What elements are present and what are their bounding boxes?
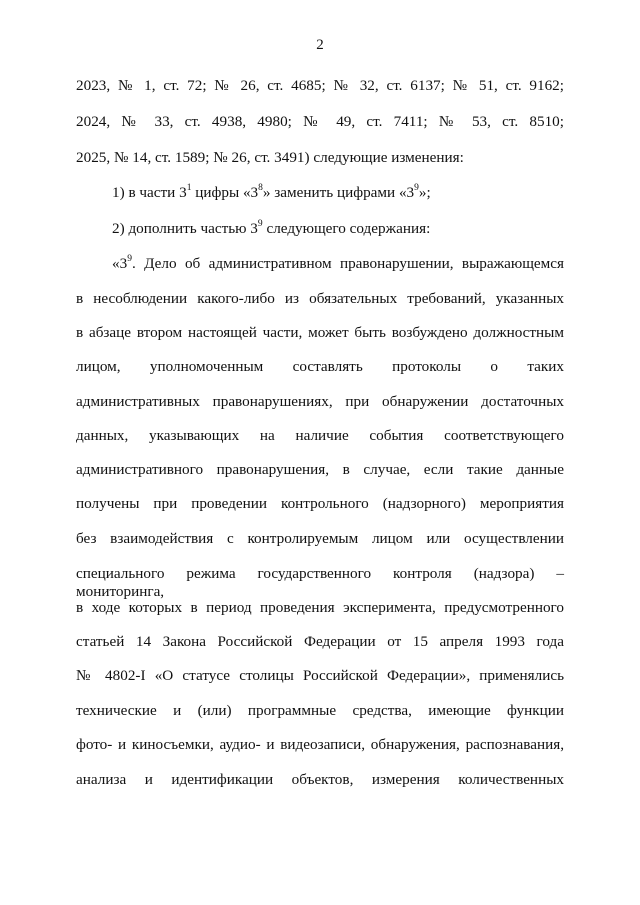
list-item-2 — [112, 220, 564, 238]
text-line: административных правонарушениях, при обнаружении достаточных — [76, 393, 564, 410]
superscript: 9 — [414, 182, 419, 193]
text-span: следующего содержания: — [262, 220, 431, 237]
text-line: административного правонарушения, в случае, если такие данные — [76, 461, 564, 478]
text-span: «3 — [112, 255, 128, 272]
text-span: »; — [418, 184, 431, 201]
text-span: . Дело об административном правонарушении, выражающемся — [131, 255, 564, 272]
text-line: технические и (или) программные средства, имеющие функции — [76, 702, 564, 719]
superscript: 9 — [127, 253, 132, 264]
text-line: данных, указывающих на наличие события соответствующего — [76, 427, 564, 444]
text-line: в несоблюдении какого-либо из обязательных требований, указанных — [76, 290, 564, 307]
text-span: » заменить цифрами «3 — [262, 184, 415, 201]
text-line: в абзаце втором настоящей части, может быть возбуждено должностным — [76, 324, 564, 341]
text-line: № 4802-I «О статусе столицы Российской Федерации», применялись — [76, 667, 564, 684]
page-number: 2 — [316, 37, 324, 53]
text-span: 1) в части 3 — [112, 184, 187, 201]
text-span: 2) дополнить частью 3 — [112, 220, 258, 237]
text-line: статьей 14 Закона Российской Федерации от 15 апреля 1993 года — [76, 633, 564, 650]
text-line: 2024, № 33, ст. 4938, 4980; № 49, ст. 7411; № 53, ст. 8510; — [76, 113, 564, 130]
text-line: лицом, уполномоченным составлять протоколы о таких — [76, 358, 564, 375]
text-span: цифры «3 — [191, 184, 259, 201]
text-line: специального режима государственного контроля (надзора) – мониторинга, — [76, 565, 564, 600]
superscript: 1 — [186, 182, 192, 193]
list-item-1 — [112, 184, 564, 202]
text-line: фото- и киносъемки, аудио- и видеозаписи, обнаружения, распознавания, — [76, 736, 564, 753]
superscript: 8 — [258, 182, 263, 193]
text-line: в ходе которых в период проведения эксперимента, предусмотренного — [76, 599, 564, 616]
text-line: анализа и идентификации объектов, измерения количественных — [76, 771, 564, 788]
text-line: получены при проведении контрольного (надзорного) мероприятия — [76, 495, 564, 512]
text-line: 2023, № 1, ст. 72; № 26, ст. 4685; № 32, ст. 6137; № 51, ст. 9162; — [76, 77, 564, 94]
text-line: 2025, № 14, ст. 1589; № 26, ст. 3491) следующие изменения: — [76, 149, 464, 166]
text-line: без взаимодействия с контролируемым лицом или осуществлении — [76, 530, 564, 547]
quote-first-line — [112, 255, 564, 273]
superscript: 9 — [257, 218, 263, 229]
